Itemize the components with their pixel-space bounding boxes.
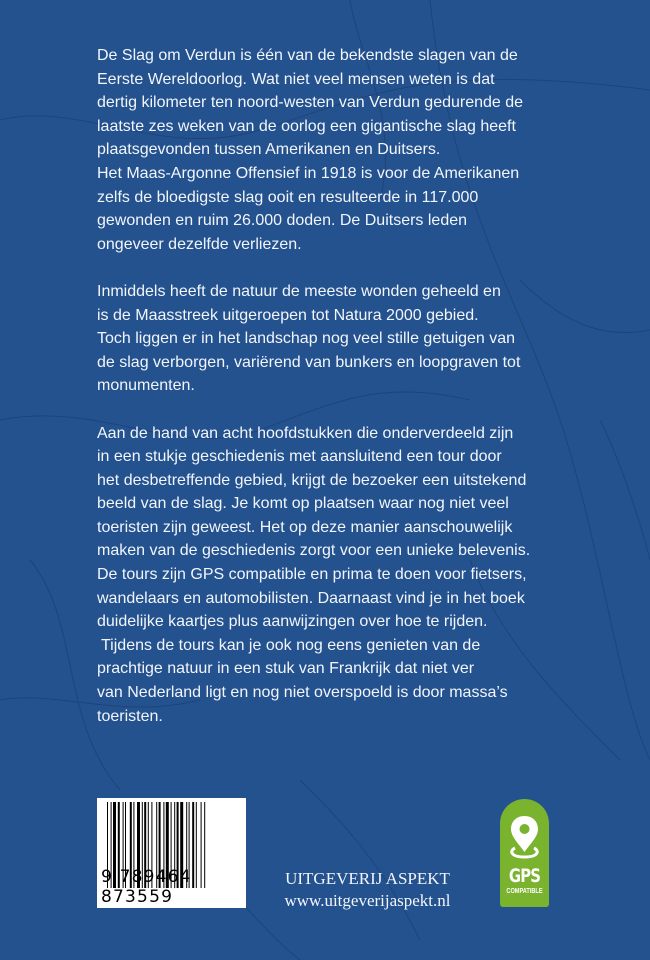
text-line: in een stukje geschiedenis met aansluitend een tour door — [97, 448, 502, 466]
isbn-barcode — [97, 798, 246, 908]
gps-subtitle: COMPATIBLE — [506, 888, 543, 895]
text-line: toeristen. — [97, 707, 163, 725]
text-line: De tours zijn GPS compatible en prima te doen voor fietsers, — [97, 566, 527, 584]
gps-compatible-badge — [500, 799, 549, 907]
text-line: ongeveer dezelfde verliezen. — [97, 235, 302, 253]
gps-title: GPS — [508, 865, 541, 887]
publisher-website: www.uitgeverijaspekt.nl — [284, 891, 451, 910]
text-line: Tijdens de tours kan je ook nog eens genieten van de — [101, 636, 481, 654]
text-line: wandelaars en automobilisten. Daarnaast vind je in het boek — [97, 589, 525, 607]
text-line: De Slag om Verdun is één van de bekendste slagen van de — [97, 47, 518, 64]
text-line: prachtige natuur in een stuk van Frankrijk dat niet ver — [97, 660, 475, 678]
publisher-name: UITGEVERIJ ASPEKT — [285, 869, 450, 888]
paragraph-3 — [97, 422, 637, 729]
text-line: gewonden en ruim 26.000 doden. De Duitsers leden — [97, 212, 468, 230]
text-line: Het Maas-Argonne Offensief in 1918 is voor de Amerikanen — [97, 164, 520, 182]
text-line: plaatsgevonden tussen Amerikanen en Duitsers. — [97, 141, 441, 159]
publisher-info — [270, 868, 465, 912]
text-line: Aan de hand van acht hoofdstukken die onderverdeeld zijn — [97, 424, 514, 442]
text-line: toeristen zijn geweest. Het op deze manier aanschouwelijk — [97, 518, 513, 536]
paragraph-2 — [97, 280, 637, 398]
text-line: de slag verborgen, variërend van bunkers en loopgraven tot — [97, 353, 521, 371]
text-line: het desbetreffende gebied, krijgt de bezoeker een uitstekend — [97, 471, 527, 489]
text-line: Eerste Wereldoorlog. Wat niet veel mensen weten is dat — [97, 70, 495, 88]
text-line: monumenten. — [97, 377, 195, 395]
paragraph-1 — [97, 44, 637, 256]
text-line: zelfs de bloedigste slag ooit en resulteerde in 117.000 — [97, 188, 479, 206]
text-line: beeld van de slag. Je komt op plaatsen waar nog niet veel — [97, 495, 509, 513]
text-line: dertig kilometer ten noord-westen van Verdun gedurende de — [97, 94, 524, 112]
text-line: duidelijke kaartjes plus aanwijzingen over hoe te rijden. — [97, 613, 488, 631]
text-line: laatste zes weken van de oorlog een gigantische slag heeft — [97, 117, 516, 135]
isbn-number: 9 789464 873559 — [101, 867, 192, 907]
text-line: is de Maasstreek uitgeroepen tot Natura 2000 gebied. — [97, 306, 479, 324]
map-pin-icon — [507, 814, 542, 862]
text-line: maken van de geschiedenis zorgt voor een unieke belevenis. — [97, 542, 531, 560]
text-line: Inmiddels heeft de natuur de meeste wonden geheeld en — [97, 282, 501, 300]
text-line: van Nederland ligt en nog niet overspoeld is door massa’s — [97, 684, 508, 702]
text-line: Toch liggen er in het landschap nog veel stille getuigen van — [97, 330, 516, 348]
back-cover-blurb — [97, 44, 637, 752]
